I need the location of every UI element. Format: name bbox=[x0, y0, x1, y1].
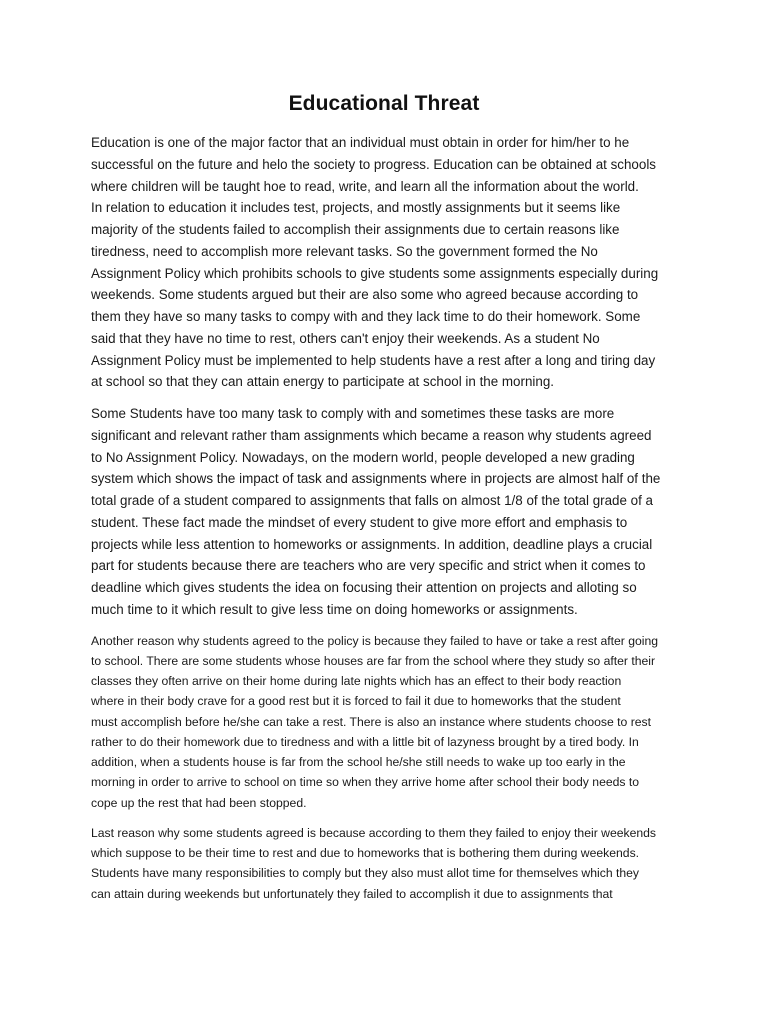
paragraph-line: Assignment Policy which prohibits schools to give students some assignments especially during bbox=[91, 265, 659, 281]
paragraph-line: student. These fact made the mindset of every student to give more effort and emphasis to bbox=[91, 514, 628, 530]
paragraph-line: Last reason why some students agreed is because according to them they failed to enjoy their weekends bbox=[91, 825, 657, 840]
paragraph-line: Some Students have too many task to comply with and sometimes these tasks are more bbox=[91, 406, 615, 421]
paragraph-line: where in their body crave for a good rest but it is forced to fail it due to homeworks that the student bbox=[91, 694, 621, 709]
paragraph-line: where children will be taught hoe to read, write, and learn all the information about the world. bbox=[91, 178, 639, 194]
paragraph-line: to No Assignment Policy. Nowadays, on the modern world, people developed a new grading bbox=[91, 449, 635, 465]
paragraph-line: Students have many responsibilities to comply but they also must allot time for themselves which they bbox=[91, 866, 640, 881]
paragraph-line: Education is one of the major factor that an individual must obtain in order for him/her to he bbox=[91, 135, 630, 150]
paragraph-line: classes they often arrive on their home during late nights which has an effect to their body reaction bbox=[91, 674, 622, 688]
paragraph-line: weekends. Some students argued but their are also some who agreed because according to bbox=[91, 287, 639, 303]
paragraph-line: Another reason why students agreed to the policy is because they failed to have or take a rest after going bbox=[91, 633, 659, 648]
paragraph-line: In relation to education it includes test, projects, and mostly assignments but it seems like bbox=[91, 200, 621, 216]
paragraph-line: projects while less attention to homeworks or assignments. In addition, deadline plays a crucial bbox=[91, 536, 653, 552]
paragraph-line: much time to it which result to give less time on doing homeworks or assignments. bbox=[91, 601, 578, 617]
paragraph-line: Assignment Policy must be implemented to help students have a rest after a long and tiring day bbox=[91, 352, 656, 368]
paragraph-line: can attain during weekends but unfortunately they failed to accomplish it due to assignments that bbox=[91, 886, 613, 901]
paragraph-1 bbox=[91, 132, 681, 393]
paragraph-line: cope up the rest that had been stopped. bbox=[91, 795, 307, 810]
document-body bbox=[91, 132, 681, 904]
paragraph-line: which suppose to be their time to rest and due to homeworks that is bothering them during weekends. bbox=[91, 846, 640, 860]
paragraph-line: system which shows the impact of task and assignments where in projects are almost half of the bbox=[91, 471, 661, 487]
paragraph-line: must accomplish before he/she can take a rest. There is also an instance where students choose to rest bbox=[91, 714, 652, 729]
document-title: Educational Threat bbox=[288, 92, 480, 115]
paragraph-line: majority of the students failed to accomplish their assignments due to certain reasons like bbox=[91, 222, 620, 237]
paragraph-line: morning in order to arrive to school on time so when they arrive home after school their body needs to bbox=[91, 775, 640, 790]
paragraph-line: said that they have no time to rest, others can't enjoy their weekends. As a student No bbox=[91, 330, 600, 346]
paragraph-line: significant and relevant rather tham assignments which became a reason why students agreed bbox=[91, 427, 652, 443]
paragraph-2 bbox=[91, 403, 681, 621]
paragraph-line: tiredness, need to accomplish more relevant tasks. So the government formed the No bbox=[91, 243, 598, 259]
paragraph-3 bbox=[91, 631, 681, 813]
paragraph-line: successful on the future and helo the society to progress. Education can be obtained at schools bbox=[91, 156, 656, 172]
paragraph-line: to school. There are some students whose houses are far from the school where they study so after their bbox=[91, 653, 656, 668]
paragraph-line: them they have so many tasks to compy with and they lack time to do their homework. Some bbox=[91, 309, 641, 324]
paragraph-4 bbox=[91, 823, 681, 904]
paragraph-line: part for students because there are teachers who are very specific and strict when it comes to bbox=[91, 558, 646, 574]
paragraph-line: deadline which gives students the idea on focusing their attention on projects and alloting so bbox=[91, 580, 637, 595]
paragraph-line: addition, when a students house is far from the school he/she still needs to wake up too early in the bbox=[91, 755, 626, 769]
paragraph-line: total grade of a student compared to assignments that falls on almost 1/8 of the total grade of a bbox=[91, 493, 654, 508]
paragraph-line: at school so that they can attain energy to participate at school in the morning. bbox=[91, 374, 554, 390]
paragraph-line: rather to do their homework due to tiredness and with a little bit of lazyness brought by a tired body. In bbox=[91, 734, 639, 749]
